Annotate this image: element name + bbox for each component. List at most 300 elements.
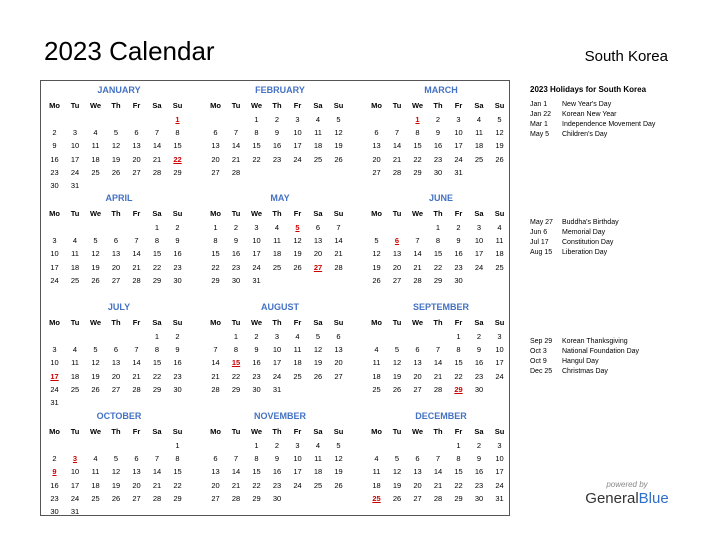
day-cell: 20: [111, 262, 121, 272]
day-cell: 6: [336, 332, 341, 341]
day-cell: 29: [413, 167, 422, 177]
month-name: JANUARY: [97, 85, 141, 95]
day-cell: 23: [50, 167, 59, 177]
day-cell: 11: [372, 358, 381, 368]
weekday-header: Mo: [371, 427, 382, 436]
day-cell: 30: [252, 384, 261, 394]
day-cell: 3: [295, 115, 300, 124]
day-cell: 28: [132, 384, 141, 394]
day-cell: 8: [175, 454, 180, 464]
holiday-date: Mar 1: [530, 121, 548, 128]
day-cell: 23: [173, 371, 182, 381]
day-cell: 20: [132, 154, 141, 164]
holiday-row: [530, 347, 639, 357]
day-cell: 14: [433, 358, 443, 368]
day-cell: 19: [372, 262, 381, 272]
day-cell: 25: [495, 262, 504, 272]
day-cell: 24: [252, 262, 261, 272]
day-cell: 10: [495, 454, 504, 464]
day-cell: 3: [497, 441, 502, 450]
day-cell: 29: [173, 493, 182, 503]
brand-name: [583, 490, 671, 508]
day-cell: 6: [374, 128, 379, 138]
day-cell: 3: [72, 128, 78, 138]
holiday-row: [530, 357, 639, 367]
weekday-header: Fr: [293, 318, 302, 327]
day-cell: 21: [132, 371, 141, 381]
day-cell: 12: [111, 141, 121, 151]
weekday-header: Tu: [231, 427, 241, 436]
weekday-header: We: [89, 101, 102, 110]
day-cell: 9: [435, 128, 441, 138]
day-cell: 13: [413, 467, 422, 477]
day-cell: 10: [252, 236, 261, 246]
day-cell: 18: [91, 480, 100, 490]
day-cell: 25: [91, 167, 100, 177]
day-cell: 11: [91, 141, 100, 151]
day-cell: 7: [154, 128, 160, 138]
day-cell: 30: [173, 275, 182, 285]
day-cell: 6: [134, 128, 139, 138]
day-cell: 15: [454, 467, 463, 477]
day-cell: 25: [313, 154, 323, 164]
day-cell: 1: [435, 223, 441, 232]
day-cell: 10: [454, 128, 463, 138]
weekday-header: We: [250, 427, 263, 436]
weekday-header: Sa: [474, 427, 484, 436]
day-cell: 26: [91, 275, 100, 285]
day-cell: 13: [372, 141, 381, 151]
day-cell: 18: [372, 371, 381, 381]
day-cell: 31: [495, 493, 504, 503]
day-cell: 7: [154, 454, 160, 464]
day-cell: 7: [336, 223, 341, 232]
day-cell: 11: [91, 467, 100, 477]
day-cell: 15: [173, 467, 182, 477]
holiday-name: Korean Thanksgiving: [562, 338, 628, 345]
weekday-header: Mo: [210, 318, 221, 327]
holiday-day-cell: 15: [231, 358, 241, 368]
day-cell: 27: [132, 493, 141, 503]
holiday-group: [530, 218, 619, 258]
holiday-name: National Foundation Day: [562, 348, 640, 355]
weekday-header: Fr: [132, 318, 141, 327]
day-cell: 17: [70, 480, 80, 490]
day-cell: 4: [72, 236, 78, 246]
day-cell: 13: [211, 467, 220, 477]
day-cell: 17: [454, 141, 463, 151]
day-cell: 28: [132, 275, 141, 285]
day-cell: 26: [372, 275, 381, 285]
day-cell: 27: [372, 167, 381, 177]
day-cell: 12: [334, 454, 343, 464]
day-cell: 29: [231, 384, 241, 394]
day-cell: 18: [293, 358, 302, 368]
holiday-date: Jan 22: [530, 111, 552, 118]
weekday-header: Su: [333, 101, 344, 110]
day-cell: 21: [152, 480, 162, 490]
weekday-header: Tu: [392, 427, 402, 436]
day-cell: 8: [213, 236, 218, 246]
weekday-header: We: [411, 209, 424, 218]
holiday-row: [530, 238, 619, 248]
weekday-header: We: [89, 209, 102, 218]
day-cell: 4: [374, 454, 379, 464]
day-cell: 21: [231, 154, 241, 164]
month-name: SEPTEMBER: [412, 302, 469, 312]
day-cell: 4: [93, 454, 98, 464]
day-cell: 17: [474, 249, 484, 259]
day-cell: 20: [392, 262, 402, 272]
holiday-day-cell: 27: [313, 262, 323, 272]
day-cell: 2: [274, 115, 280, 124]
weekday-header: Mo: [371, 318, 382, 327]
holiday-date: Jan 1: [530, 101, 548, 108]
day-cell: 9: [456, 236, 461, 246]
day-cell: 21: [211, 371, 220, 381]
weekday-header: Tu: [70, 427, 80, 436]
day-cell: 1: [254, 115, 259, 124]
day-cell: 16: [173, 358, 182, 368]
day-cell: 8: [154, 345, 160, 355]
holiday-day-cell: 17: [50, 371, 59, 381]
day-cell: 16: [173, 249, 182, 259]
day-cell: 15: [173, 141, 182, 151]
day-cell: 2: [52, 128, 57, 138]
day-cell: 4: [374, 345, 379, 355]
holiday-name: Liberation Day: [562, 249, 608, 256]
day-cell: 5: [113, 128, 119, 138]
weekday-header: Tu: [231, 101, 241, 110]
day-cell: 8: [435, 236, 441, 246]
day-cell: 20: [413, 480, 422, 490]
day-cell: 10: [70, 467, 80, 477]
day-cell: 9: [52, 141, 57, 151]
day-cell: 13: [132, 467, 141, 477]
day-cell: 31: [454, 167, 463, 177]
day-cell: 31: [70, 181, 80, 190]
day-cell: 7: [233, 454, 239, 464]
weekday-header: Tu: [70, 318, 80, 327]
weekday-header: Mo: [49, 209, 60, 218]
weekday-header: Mo: [371, 101, 382, 110]
weekday-header: Th: [111, 318, 121, 327]
day-cell: 26: [334, 480, 343, 490]
day-cell: 30: [50, 507, 59, 516]
month-name: MAY: [270, 193, 290, 203]
day-cell: 25: [474, 154, 484, 164]
day-cell: 17: [495, 358, 504, 368]
weekday-header: Fr: [454, 209, 463, 218]
holiday-row: [530, 110, 655, 120]
brand-general: General: [585, 490, 639, 507]
day-cell: 7: [394, 128, 400, 138]
day-cell: 7: [435, 345, 441, 355]
weekday-header: Sa: [152, 101, 162, 110]
day-cell: 7: [134, 345, 139, 355]
day-cell: 19: [334, 467, 343, 477]
day-cell: 23: [272, 480, 282, 490]
brand-powered-text: powered by: [606, 480, 648, 489]
day-cell: 13: [111, 358, 121, 368]
weekday-header: We: [250, 101, 263, 110]
day-cell: 17: [272, 358, 282, 368]
holiday-row: [530, 100, 655, 110]
day-cell: 28: [152, 493, 162, 503]
day-cell: 21: [392, 154, 402, 164]
day-cell: 1: [456, 441, 461, 450]
day-cell: 14: [334, 236, 343, 246]
day-cell: 16: [231, 249, 241, 259]
day-cell: 5: [394, 454, 400, 464]
day-cell: 27: [334, 371, 343, 381]
day-cell: 24: [495, 480, 504, 490]
day-cell: 17: [70, 154, 80, 164]
day-cell: 28: [334, 262, 343, 272]
day-cell: 29: [152, 275, 162, 285]
day-cell: 17: [50, 262, 59, 272]
day-cell: 27: [132, 167, 141, 177]
day-cell: 30: [50, 181, 59, 190]
holiday-row: [530, 218, 619, 228]
day-cell: 14: [392, 141, 402, 151]
day-cell: 6: [113, 236, 119, 246]
day-cell: 24: [50, 384, 59, 394]
day-cell: 18: [313, 467, 323, 477]
day-cell: 22: [211, 262, 220, 272]
day-cell: 2: [274, 441, 280, 450]
day-cell: 11: [314, 128, 322, 138]
day-cell: 7: [435, 454, 441, 464]
holiday-day-cell: 6: [394, 236, 400, 246]
day-cell: 11: [495, 236, 504, 246]
day-cell: 13: [111, 249, 121, 259]
day-cell: 23: [252, 371, 261, 381]
day-cell: 11: [273, 236, 281, 246]
day-cell: 24: [474, 262, 484, 272]
month-name: MARCH: [424, 85, 458, 95]
day-cell: 9: [274, 128, 280, 138]
day-cell: 25: [91, 493, 100, 503]
holiday-row: [530, 248, 619, 258]
day-cell: 20: [413, 371, 422, 381]
day-cell: 12: [91, 249, 100, 259]
day-cell: 30: [272, 493, 282, 503]
day-cell: 14: [433, 467, 443, 477]
weekday-header: Tu: [231, 209, 241, 218]
holiday-date: May 27: [530, 219, 553, 226]
holiday-name: Christmas Day: [562, 368, 608, 375]
day-cell: 3: [274, 332, 280, 341]
weekday-header: Su: [172, 318, 183, 327]
day-cell: 23: [474, 480, 484, 490]
day-cell: 14: [132, 249, 141, 259]
day-cell: 25: [272, 262, 282, 272]
day-cell: 3: [476, 223, 482, 232]
day-cell: 2: [52, 454, 57, 464]
holiday-name: Korean New Year: [562, 111, 617, 118]
weekday-header: Tu: [70, 209, 80, 218]
day-cell: 11: [71, 249, 79, 259]
day-cell: 7: [415, 236, 420, 246]
day-cell: 18: [70, 371, 80, 381]
day-cell: 23: [231, 262, 241, 272]
day-cell: 4: [295, 332, 300, 341]
day-cell: 11: [372, 467, 381, 477]
day-cell: 26: [91, 384, 100, 394]
day-cell: 25: [372, 384, 381, 394]
day-cell: 24: [70, 493, 80, 503]
holiday-row: [530, 337, 639, 347]
day-cell: 15: [252, 467, 261, 477]
holiday-row: [530, 367, 639, 377]
day-cell: 24: [272, 371, 282, 381]
day-cell: 9: [175, 236, 180, 246]
month-name: JUNE: [428, 193, 453, 203]
day-cell: 19: [334, 141, 343, 151]
brand-logo: [583, 480, 671, 508]
weekday-header: Th: [272, 318, 282, 327]
holiday-date: Oct 3: [530, 348, 547, 355]
day-cell: 16: [272, 141, 282, 151]
day-cell: 22: [454, 371, 463, 381]
weekday-header: We: [411, 318, 424, 327]
month-name: JULY: [107, 302, 131, 312]
day-cell: 1: [175, 441, 180, 450]
day-cell: 12: [313, 345, 323, 355]
day-cell: 16: [454, 249, 463, 259]
day-cell: 19: [495, 141, 504, 151]
day-cell: 8: [415, 128, 420, 138]
day-cell: 6: [134, 454, 139, 464]
weekday-header: We: [89, 318, 102, 327]
day-cell: 24: [495, 371, 504, 381]
day-cell: 1: [213, 223, 218, 232]
weekday-header: Su: [333, 209, 344, 218]
weekday-header: Su: [172, 427, 183, 436]
day-cell: 12: [495, 128, 504, 138]
day-cell: 3: [52, 236, 57, 246]
month-name: DECEMBER: [415, 411, 467, 421]
day-cell: 5: [93, 236, 98, 246]
day-cell: 3: [456, 115, 461, 124]
weekday-header: Su: [494, 318, 505, 327]
day-cell: 20: [211, 480, 220, 490]
day-cell: 29: [252, 493, 261, 503]
weekday-header: Mo: [210, 101, 221, 110]
day-cell: 8: [233, 345, 239, 355]
day-cell: 28: [152, 167, 162, 177]
weekday-header: Tu: [70, 101, 80, 110]
day-cell: 18: [495, 249, 504, 259]
day-cell: 10: [293, 454, 302, 464]
holiday-name: Children's Day: [562, 131, 608, 138]
day-cell: 18: [70, 262, 80, 272]
day-cell: 30: [454, 275, 463, 285]
day-cell: 2: [175, 332, 180, 341]
day-cell: 26: [111, 167, 121, 177]
day-cell: 6: [415, 454, 420, 464]
day-cell: 8: [175, 128, 180, 138]
weekday-header: Tu: [231, 318, 241, 327]
weekday-header: Fr: [132, 427, 141, 436]
weekday-header: Fr: [293, 427, 302, 436]
weekday-header: Sa: [474, 209, 484, 218]
day-cell: 7: [134, 236, 139, 246]
day-cell: 24: [293, 154, 302, 164]
day-cell: 5: [93, 345, 98, 355]
day-cell: 3: [295, 441, 300, 450]
day-cell: 12: [392, 358, 402, 368]
day-cell: 1: [254, 441, 259, 450]
day-cell: 12: [293, 236, 302, 246]
day-cell: 2: [435, 115, 441, 124]
day-cell: 9: [274, 454, 280, 464]
day-cell: 12: [111, 467, 121, 477]
day-cell: 5: [315, 332, 321, 341]
day-cell: 17: [293, 141, 302, 151]
weekday-header: Th: [272, 209, 282, 218]
holiday-day-cell: 29: [454, 384, 463, 394]
month-name: OCTOBER: [96, 411, 142, 421]
day-cell: 19: [111, 154, 121, 164]
day-cell: 25: [70, 275, 80, 285]
day-cell: 26: [392, 493, 402, 503]
month-name: NOVEMBER: [253, 411, 306, 421]
month-name: FEBRUARY: [255, 85, 305, 95]
day-cell: 30: [231, 275, 241, 285]
day-cell: 26: [293, 262, 302, 272]
day-cell: 20: [372, 154, 381, 164]
day-cell: 22: [454, 480, 463, 490]
weekday-header: Tu: [392, 209, 402, 218]
day-cell: 18: [272, 249, 282, 259]
day-cell: 18: [372, 480, 381, 490]
holiday-day-cell: 1: [175, 115, 180, 124]
day-cell: 13: [413, 358, 422, 368]
day-cell: 30: [474, 384, 484, 394]
day-cell: 31: [252, 275, 261, 285]
day-cell: 31: [50, 398, 59, 407]
day-cell: 17: [252, 249, 261, 259]
day-cell: 28: [433, 493, 443, 503]
weekday-header: Sa: [313, 427, 323, 436]
day-cell: 2: [175, 223, 180, 232]
holiday-day-cell: 3: [72, 454, 78, 464]
day-cell: 21: [152, 154, 162, 164]
weekday-header: Su: [333, 427, 344, 436]
weekday-header: Fr: [132, 101, 141, 110]
day-cell: 13: [211, 141, 220, 151]
weekday-header: We: [89, 427, 102, 436]
day-cell: 10: [70, 141, 80, 151]
day-cell: 28: [231, 167, 241, 177]
weekday-header: We: [250, 318, 263, 327]
day-cell: 9: [476, 454, 482, 464]
weekday-header: Th: [433, 209, 443, 218]
day-cell: 23: [272, 154, 282, 164]
day-cell: 8: [154, 236, 160, 246]
day-cell: 29: [211, 275, 220, 285]
weekday-header: Fr: [454, 427, 463, 436]
holiday-name: Independence Movement Day: [562, 121, 656, 128]
weekday-header: We: [411, 101, 424, 110]
day-cell: 2: [233, 223, 239, 232]
day-cell: 28: [392, 167, 402, 177]
country-name: South Korea: [584, 48, 668, 65]
day-cell: 21: [433, 480, 443, 490]
day-cell: 22: [252, 480, 261, 490]
